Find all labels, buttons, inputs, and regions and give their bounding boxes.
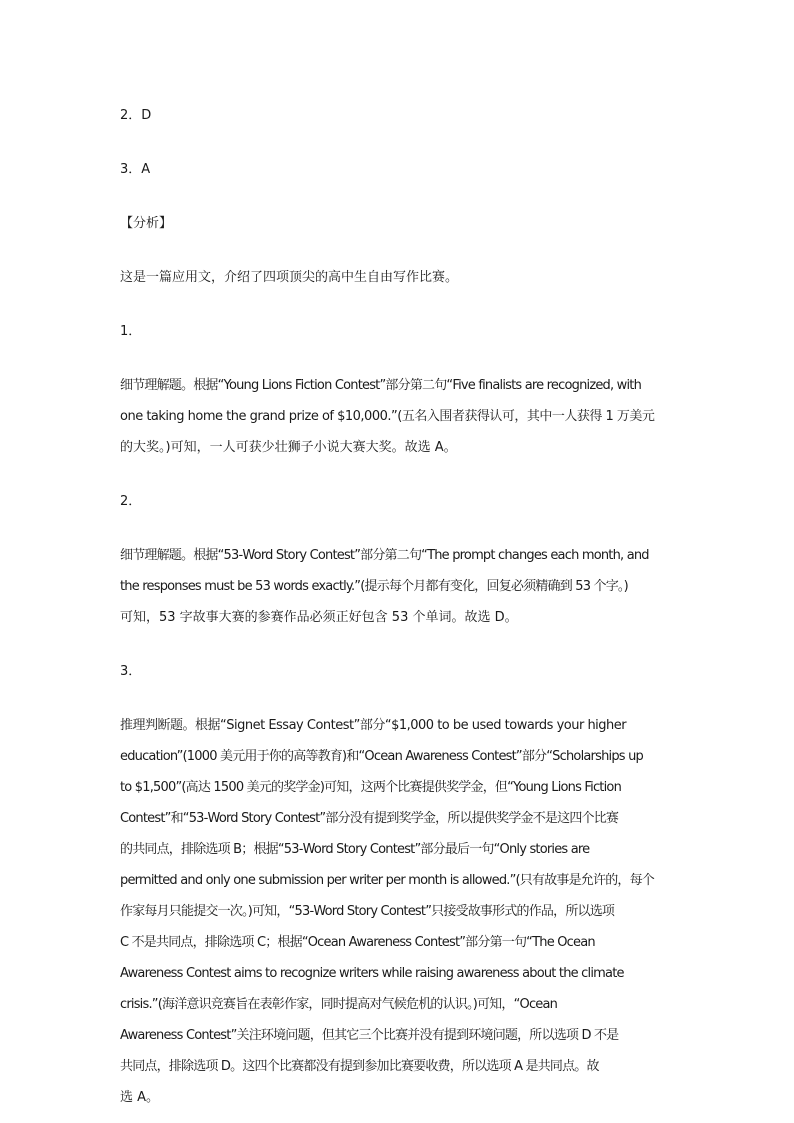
text-line: 推理判断题。根据“Signet Essay Contest”部分“$1,000 to be used towards your higher [120,718,627,733]
text-line: 细节理解题。根据“Young Lions Fiction Contest”部分第二句“Five finalists are recognized, with [120,378,642,393]
text-line: 可知，53 字故事大赛的参赛作品必须正好包含 53 个单词。故选 D。 [120,610,518,625]
question-2-explanation [120,540,668,633]
question-3-number: 3． [120,664,142,679]
text-line: Awareness Contest”关注环境问题，但其它三个比赛并没有提到环境问题，所以选项 D 不是 [120,1028,619,1043]
text-line: the responses must be 53 words exactly.”(提示每个月都有变化，回复必须精确到 53 个字。) [120,579,628,594]
answer-3: 3．A [120,162,151,177]
text-line: Awareness Contest aims to recognize writers while raising awareness about the climate [120,966,624,981]
text-line: 细节理解题。根据“53-Word Story Contest”部分第二句“The prompt changes each month, and [120,548,649,563]
text-line: Contest”和“53-Word Story Contest”部分没有提到奖学金，所以提供奖学金不是这四个比赛 [120,811,619,826]
document-content [120,100,668,1113]
text-line: permitted and only one submission per writer per month is allowed.”(只有故事是允许的，每个 [120,873,655,888]
question-1-explanation [120,370,668,463]
text-line: C 不是共同点，排除选项 C；根据“Ocean Awareness Contest”部分第一句“The Ocean [120,935,595,950]
text-line: 共同点，排除选项 D。这四个比赛都没有提到参加比赛要收费，所以选项 A 是共同点。故 [120,1059,599,1074]
intro-text: 这是一篇应用文，介绍了四项顶尖的高中生自由写作比赛。 [120,270,459,285]
text-line: education”(1000 美元用于你的高等教育)和“Ocean Awareness Contest”部分“Scholarships up [120,749,643,764]
text-line: 选 A。 [120,1090,160,1105]
answer-2: 2．D [120,108,152,123]
text-line: 的大奖。)可知，一人可获少壮狮子小说大赛大奖。故选 A。 [120,440,457,455]
text-line: 作家每月只能提交一次。)可知，“53-Word Story Contest”只接受故事形式的作品，所以选项 [120,904,615,919]
text-line: one taking home the grand prize of $10,000.”(五名入围者获得认可，其中一人获得 1 万美元 [120,409,655,424]
text-line: 的共同点，排除选项 B；根据“53-Word Story Contest”部分最后一句“Only stories are [120,842,590,857]
section-title: 【分析】 [120,216,173,231]
text-line: to $1,500”(高达 1500 美元的奖学金)可知，这两个比赛提供奖学金，但“Young Lions Fiction [120,780,622,795]
question-3-explanation [120,710,668,1113]
text-line: crisis.”(海洋意识竞赛旨在表彰作家，同时提高对气候危机的认识。)可知，“Ocean [120,997,558,1012]
question-1-number: 1． [120,324,142,339]
question-2-number: 2． [120,494,142,509]
